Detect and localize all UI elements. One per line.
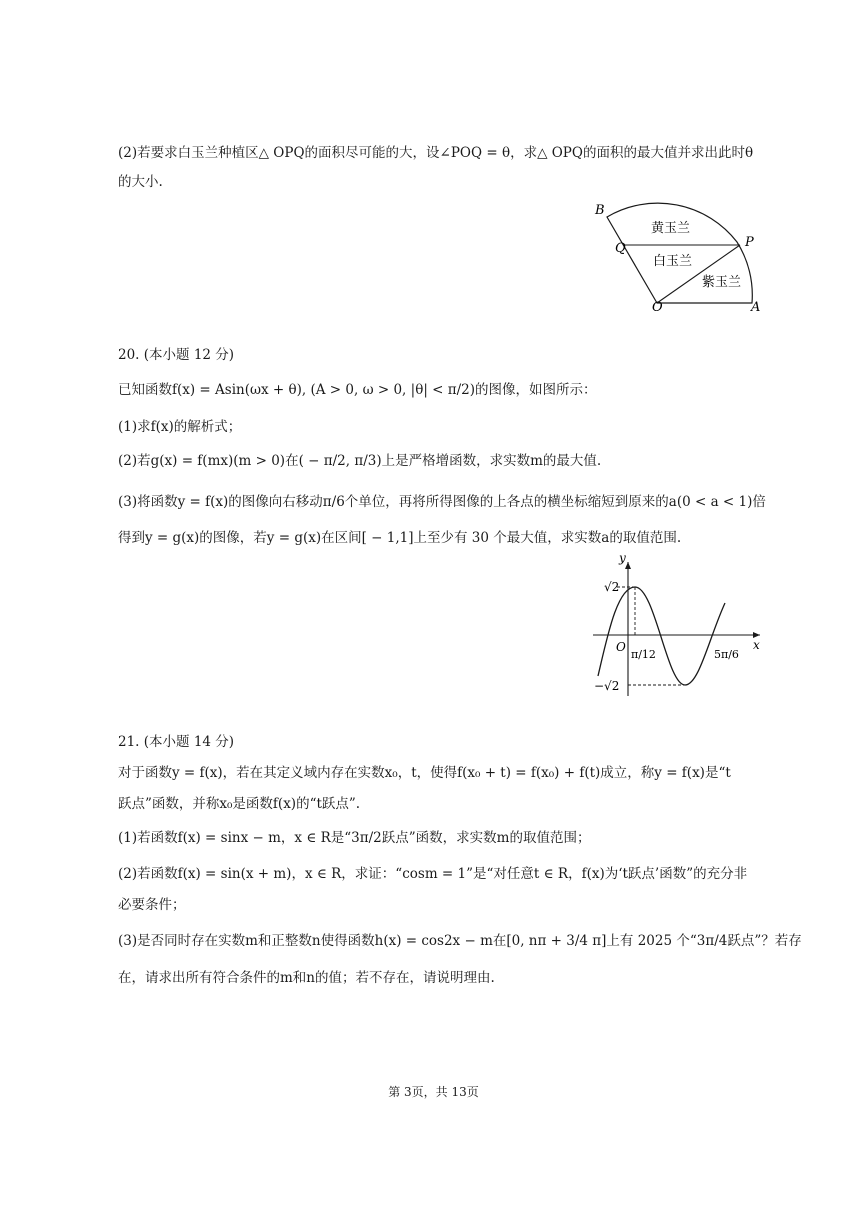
q19-part2-line2: 的大小.	[118, 174, 163, 190]
y-max-label: √2	[604, 580, 620, 594]
region-purple: 紫玉兰	[702, 275, 742, 290]
q19-part2-line1: (2)若要求白玉兰种植区△ OPQ的面积尽可能的大，设∠POQ = θ，求△ OPQ的面积的最大值并求出此时θ	[118, 145, 754, 161]
label-O: O	[652, 300, 663, 315]
label-P: P	[745, 235, 754, 250]
q21-part2-line2: 必要条件；	[118, 897, 186, 913]
origin-label: O	[616, 640, 626, 654]
region-yellow: 黄玉兰	[651, 221, 691, 236]
y-min-label: −√2	[594, 679, 620, 693]
sine-curve	[598, 587, 725, 685]
q20-part3-line1: (3)将函数y = f(x)的图像向右移动π/6个单位，再将所得图像的上各点的横坐标缩短到原来的a(0 < a < 1)倍	[118, 494, 766, 510]
label-B: B	[595, 203, 605, 218]
region-white: 白玉兰	[653, 254, 693, 269]
q20-stem: 已知函数f(x) = Asin(ωx + θ), (A > 0, ω > 0, |θ| < π/2)的图像，如图所示：	[118, 382, 597, 398]
q20-part3-line2: 得到y = g(x)的图像，若y = g(x)在区间[ − 1,1]上至少有 30 个最大值，求实数a的取值范围.	[118, 530, 682, 546]
q21-stem-line1: 对于函数y = f(x)，若在其定义域内存在实数x₀，t，使得f(x₀ + t) = f(x₀) + f(t)成立，称y = f(x)是“t	[118, 765, 731, 781]
label-A: A	[751, 300, 761, 315]
label-Q: Q	[615, 241, 626, 256]
q21-part3-line1: (3)是否同时存在实数m和正整数n使得函数h(x) = cos2x − m在[0, nπ + 3/4 π]上有 2025 个“3π/4跃点”？若存	[118, 933, 802, 949]
q21-part1: (1)若函数f(x) = sinx − m，x ∈ R是“3π/2跃点”函数，求实数m的取值范围；	[118, 830, 591, 846]
sine-graph	[585, 548, 770, 700]
sector-diagram	[585, 195, 775, 320]
q20-part2: (2)若g(x) = f(mx)(m > 0)在( − π/2, π/3)上是严格增函数，求实数m的最大值.	[118, 453, 602, 469]
q20-part1: (1)求f(x)的解析式；	[118, 419, 242, 435]
x-axis-label: x	[753, 638, 760, 652]
x-tick-5pi6-label: 5π/6	[714, 648, 739, 661]
q21-part3-line2: 在，请求出所有符合条件的m和n的值；若不存在，请说明理由.	[118, 970, 495, 986]
q20-heading: 20. (本小题 12 分)	[118, 347, 235, 363]
q21-heading: 21. (本小题 14 分)	[118, 734, 235, 750]
y-axis-arrow	[625, 562, 631, 569]
y-axis-label: y	[619, 551, 626, 565]
q21-part2-line1: (2)若函数f(x) = sin(x + m)，x ∈ R，求证：“cosm = 1”是“对任意t ∈ R，f(x)为‘t跃点’函数”的充分非	[118, 866, 748, 882]
x-tick-pi12-label: π/12	[631, 648, 656, 661]
q21-stem-line2: 跃点”函数，并称x₀是函数f(x)的“t跃点”.	[118, 796, 361, 812]
page-footer: 第 3页，共 13页	[388, 1085, 479, 1099]
